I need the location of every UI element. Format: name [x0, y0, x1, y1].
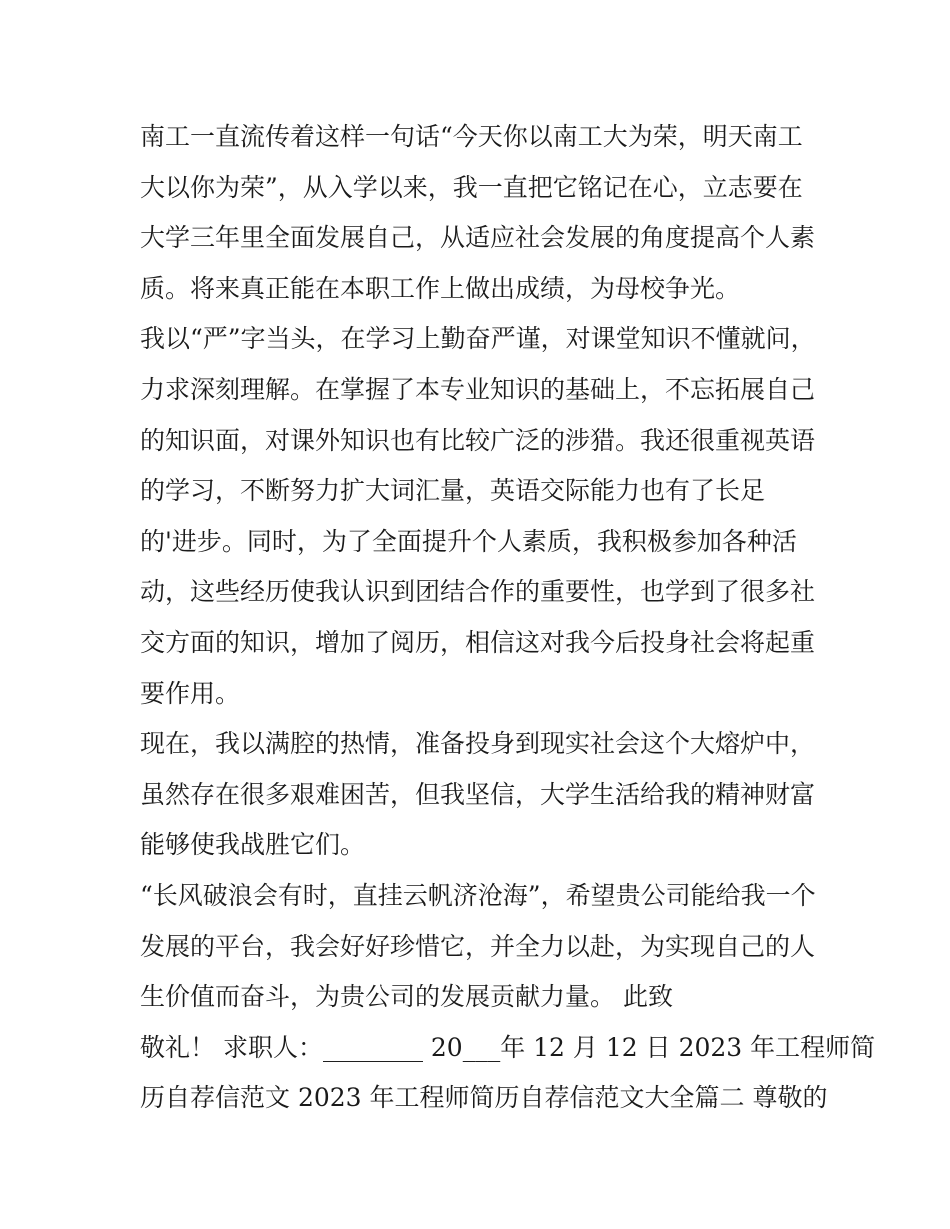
text-line: 生价值而奋斗，为贵公司的发展贡献力量。 此致: [140, 982, 673, 1012]
text-line: 虽然存在很多艰难困苦，但我坚信，大学生活给我的精神财富: [140, 779, 816, 809]
text-line: 要作用。: [140, 678, 241, 708]
text-line: 质。将来真正能在本职工作上做出成绩，为母校争光。: [140, 273, 741, 303]
text-line: 动，这些经历使我认识到团结合作的重要性，也学到了很多社: [140, 577, 816, 607]
text-line: 现在，我以满腔的热情，准备投身到现实社会这个大熔炉中，: [140, 729, 816, 759]
text-line: 发展的平台，我会好好珍惜它，并全力以赴，为实现自己的人: [140, 931, 816, 961]
text-line: 力求深刻理解。在掌握了本专业知识的基础上，不忘拓展自己: [140, 374, 816, 404]
text-line: 历自荐信范文 2023 年工程师简历自荐信范文大全篇二 尊敬的: [140, 1083, 828, 1113]
text-line: “长风破浪会有时，直挂云帆济沧海”，希望贵公司能给我一个: [140, 880, 816, 910]
text-line: 的学习，不断努力扩大词汇量，英语交际能力也有了长足: [140, 476, 766, 506]
text-line: 南工一直流传着这样一句话“今天你以南工大为荣，明天南工: [140, 122, 803, 151]
text-line: 大以你为荣”，从入学以来，我一直把它铭记在心，立志要在: [140, 172, 803, 202]
document-body: [140, 112, 876, 1124]
text-line: 大学三年里全面发展自己，从适应社会发展的角度提高个人素: [140, 223, 816, 253]
text-line: 的知识面，对课外知识也有比较广泛的涉猎。我还很重视英语: [140, 425, 816, 455]
text-line: 敬礼！ 求职人：________ 20___年 12 月 12 日 2023 年工程师简: [140, 1032, 876, 1062]
text-line: 交方面的知识，增加了阅历，相信这对我今后投身社会将起重: [140, 627, 816, 657]
text-line: 能够使我战胜它们。: [140, 830, 366, 860]
text-line: 我以“严”字当头，在学习上勤奋严谨，对课堂知识不懂就问，: [140, 324, 816, 354]
text-line: 的'进步。同时，为了全面提升个人素质，我积极参加各种活: [140, 526, 797, 556]
